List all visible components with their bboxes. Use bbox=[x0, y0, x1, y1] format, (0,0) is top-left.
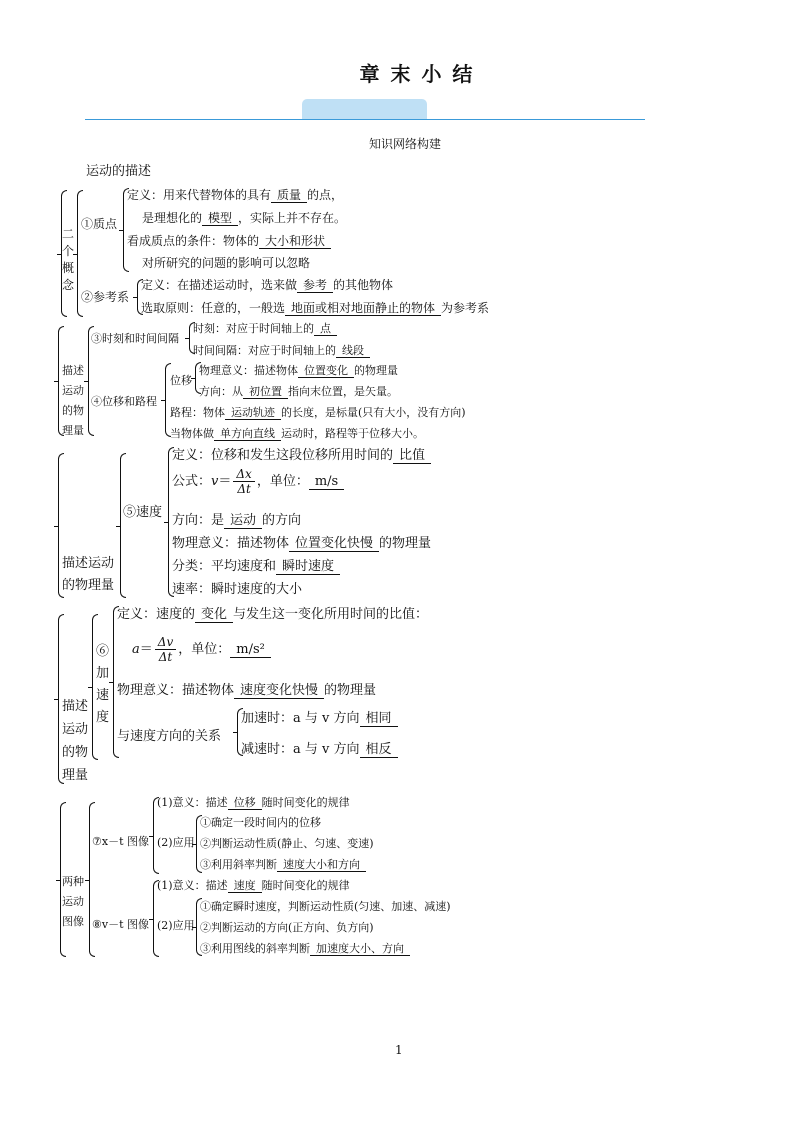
zhidian-def-b: 是理想化的 模型 ，实际上并不存在。 bbox=[142, 211, 347, 225]
vt-app-3: ③利用图线的斜率判断 加速度大小、方向 bbox=[200, 940, 410, 956]
acceleration-formula: a＝ $\frac{\Delta v}{\Delta t}$ ，单位： m/s² bbox=[132, 635, 271, 664]
page-number: 1 bbox=[395, 1043, 403, 1057]
label-velocity: ⑤速度 bbox=[123, 505, 163, 520]
group-label-b2: 描述运动的物理量 bbox=[62, 364, 84, 437]
velocity-meaning: 物理意义：描述物体 位置变化快慢 的物理量 bbox=[172, 536, 432, 551]
group-label-b4: 描述运动的物理量 bbox=[62, 699, 89, 783]
vt-app-1: ①确定瞬时速度，判断运动性质(匀速、加速、减速) bbox=[200, 900, 451, 913]
zhidian-cond-a: 看成质点的条件：物体的 大小和形状 bbox=[127, 232, 331, 249]
group-label-b1: 二个概念 bbox=[62, 227, 75, 292]
label-xt-graph: ⑦x－t 图像 bbox=[92, 835, 149, 848]
chapter-subtitle: 运动的描述 bbox=[86, 164, 152, 179]
xt-app-1: ①确定一段时间内的位移 bbox=[200, 816, 321, 829]
velocity-speed: 速率：瞬时速度的大小 bbox=[172, 582, 303, 597]
brace-b5-mid bbox=[89, 802, 95, 957]
vt-meaning: (1)意义：描述 速度 随时间变化的规律 bbox=[157, 879, 350, 892]
header-rule bbox=[85, 119, 645, 120]
label-vt-graph: ⑧v－t 图像 bbox=[92, 918, 149, 931]
label-zhidian: ①质点 bbox=[81, 217, 118, 231]
zhidian-def-a: 定义：用来代替物体的具有 质量 的点， bbox=[127, 188, 344, 202]
xt-meaning: (1)意义：描述 位移 随时间变化的规律 bbox=[157, 796, 350, 809]
label-time: ③时刻和时间间隔 bbox=[91, 332, 179, 345]
cankaoxi-def: 定义：在描述运动时，选来做 参考 的其他物体 bbox=[141, 278, 394, 292]
cankaoxi-select: 选取原则：任意的，一般选 地面或相对地面静止的物体 为参考系 bbox=[141, 301, 490, 315]
group-label-b5: 两种运动图像 bbox=[62, 875, 84, 928]
xt-app-3: ③利用斜率判断 速度大小和方向 bbox=[200, 856, 366, 872]
brace-b3-mid bbox=[120, 453, 126, 598]
acceleration-meaning: 物理意义：描述物体 速度变化快慢 的物理量 bbox=[117, 683, 377, 698]
time-interval: 时间间隔：对应于时间轴上的 线段 bbox=[193, 342, 370, 358]
relation-accelerate: 加速时：a 与 v 方向 相同 bbox=[241, 707, 398, 726]
velocity-class: 分类：平均速度和 瞬时速度 bbox=[172, 555, 340, 574]
time-moment: 时刻：对应于时间轴上的 点 bbox=[193, 320, 337, 336]
xt-app-2: ②判断运动性质(静止、匀速、变速) bbox=[200, 837, 374, 850]
velocity-def: 定义：位移和发生这段位移所用时间的 比值 bbox=[172, 444, 431, 463]
vt-application: (2)应用 bbox=[157, 919, 195, 932]
page-title: 章 末 小 结 bbox=[359, 62, 475, 86]
acceleration-relation: 与速度方向的关系 bbox=[117, 729, 222, 744]
velocity-direction: 方向：是 运动 的方向 bbox=[172, 513, 302, 528]
acceleration-def: 定义：速度的 变化 与发生这一变化所用时间的比值： bbox=[117, 607, 429, 622]
header-tab bbox=[302, 99, 427, 119]
path-equal: 当物体做 单方向直线 运动时，路程等于位移大小。 bbox=[170, 427, 424, 440]
weiyi-direction: 方向：从 初位置 指向末位置，是矢量。 bbox=[199, 385, 398, 398]
weiyi-meaning: 物理意义：描述物体 位置变化 的物理量 bbox=[199, 364, 398, 377]
label-cankaoxi: ②参考系 bbox=[81, 290, 130, 304]
group-label-b3: 描述运动的物理量 bbox=[62, 556, 115, 593]
label-weiyi: 位移 bbox=[170, 374, 192, 387]
label-acceleration: ⑥加速度 bbox=[96, 644, 110, 725]
label-displacement: ④位移和路程 bbox=[91, 395, 157, 408]
section-title: 知识网络构建 bbox=[369, 137, 442, 151]
relation-decelerate: 减速时：a 与 v 方向 相反 bbox=[241, 738, 398, 757]
xt-application: (2)应用 bbox=[157, 836, 195, 849]
vt-app-2: ②判断运动的方向(正方向、负方向) bbox=[200, 921, 374, 934]
velocity-formula: 公式：v＝ $\frac{\Delta x}{\Delta t}$ ，单位： m/s bbox=[172, 467, 344, 496]
zhidian-cond-b: 对所研究的问题的影响可以忽略 bbox=[142, 256, 311, 270]
path-definition: 路程：物体 运动轨迹 的长度，是标量(只有大小，没有方向) bbox=[170, 406, 466, 419]
